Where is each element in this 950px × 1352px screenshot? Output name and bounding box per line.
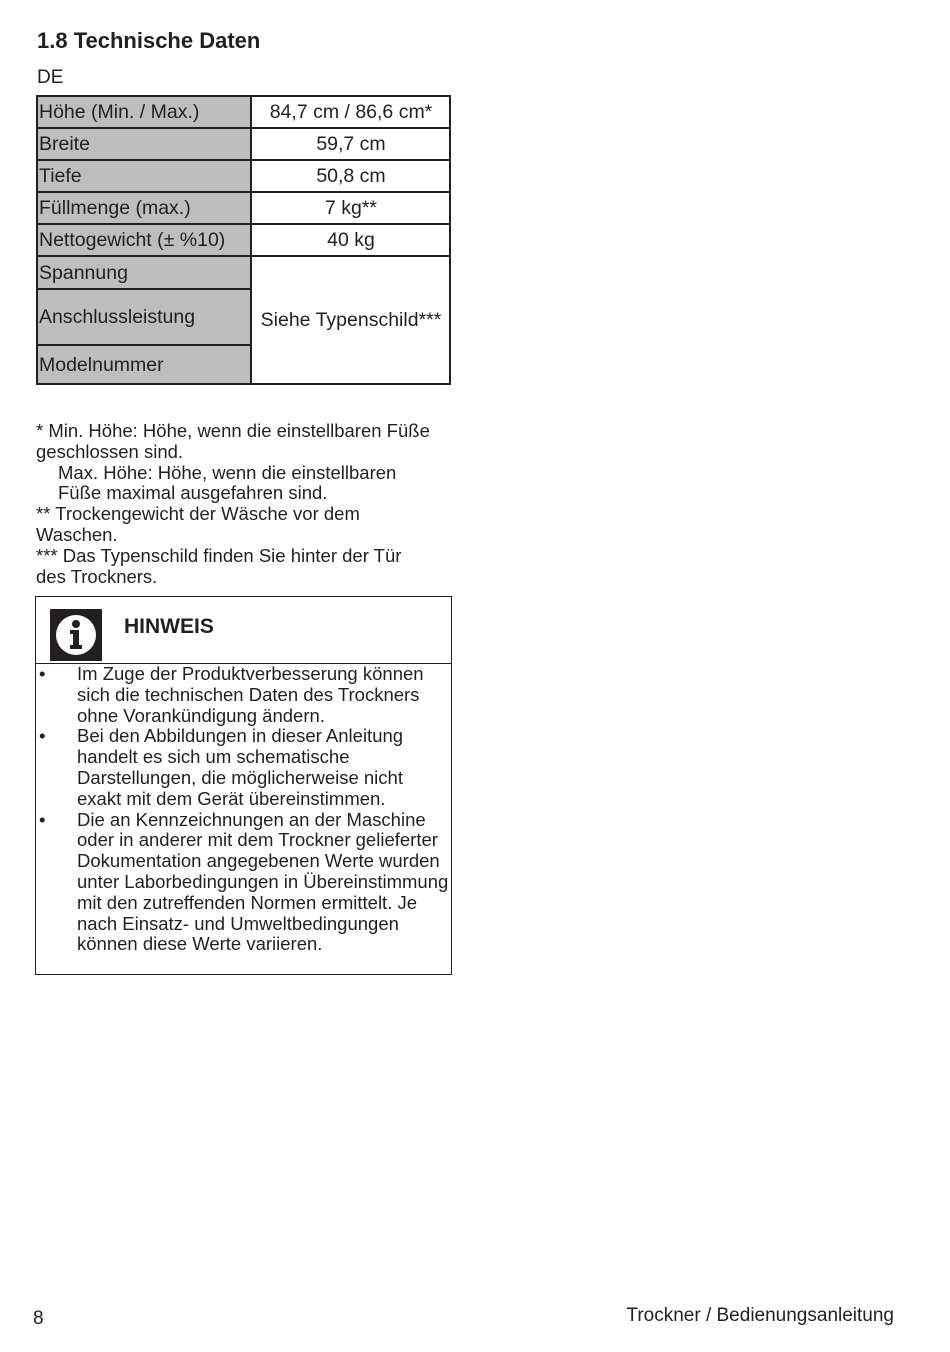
bullet-icon: •: [39, 663, 46, 684]
footnote: * Min. Höhe: Höhe, wenn die einstellbaren Füße geschlossen sind.: [36, 420, 430, 462]
list-item: [36, 810, 451, 956]
spec-value-merged: Siehe Typenschild***: [251, 256, 450, 384]
list-item: [36, 664, 451, 726]
spec-value: 40 kg: [251, 224, 450, 256]
footnote: Max. Höhe: Höhe, wenn die einstellbaren Füße maximal ausgefahren sind.: [58, 461, 397, 504]
footer-title: Trockner / Bedienungsanleitung: [626, 1305, 894, 1326]
page-number: 8: [33, 1308, 44, 1329]
spec-value: 84,7 cm / 86,6 cm*: [251, 96, 450, 128]
notice-list: [36, 664, 451, 955]
footnote: ** Trockengewicht der Wäsche vor dem Waschen.: [36, 503, 360, 545]
bullet-icon: •: [39, 725, 46, 747]
spec-label: Modelnummer: [37, 345, 251, 384]
footnote: *** Das Typenschild finden Sie hinter der Tür des Trockners.: [36, 544, 402, 587]
table-row: [37, 256, 450, 289]
info-icon: [50, 609, 102, 661]
footnotes: [36, 421, 436, 587]
table-row: [37, 224, 450, 256]
spec-label: Füllmenge (max.): [37, 192, 251, 224]
technical-data-table: [36, 95, 451, 385]
notice-box: [35, 596, 452, 975]
spec-label: Spannung: [37, 256, 251, 289]
table-row: [37, 160, 450, 192]
list-item-text: Im Zuge der Produktverbesserung können sich die technischen Daten des Trockners ohne Vorankündigung ändern.: [77, 663, 424, 726]
bullet-icon: •: [39, 808, 46, 830]
section-heading: 1.8 Technische Daten: [37, 28, 261, 53]
list-item-text: Die an Kennzeichnungen an der Maschine oder in anderer mit dem Trockner gelieferter Dokumentation angegebenen Werte wurden unter Laborbedingungen in Übereinstimmung mit den zutreffenden Normen ermittelt. Je nach Einsatz- und Umweltbedingungen können diese Werte variieren.: [77, 808, 449, 955]
list-item-text: Bei den Abbildungen in dieser Anleitung handelt es sich um schematische Darstellungen, die möglicherweise nicht exakt mit dem Gerät übereinstimmen.: [77, 725, 404, 809]
spec-label: Nettogewicht (± %10): [37, 224, 251, 256]
notice-title: HINWEIS: [124, 615, 214, 638]
list-item: [36, 726, 451, 809]
table-row: [37, 96, 450, 128]
table-row: [37, 128, 450, 160]
spec-value: 59,7 cm: [251, 128, 450, 160]
spec-label: Breite: [37, 128, 251, 160]
language-code: DE: [37, 67, 64, 88]
table-row: [37, 192, 450, 224]
spec-value: 50,8 cm: [251, 160, 450, 192]
notice-header: [36, 597, 451, 664]
spec-value: 7 kg**: [251, 192, 450, 224]
spec-label: Höhe (Min. / Max.): [37, 96, 251, 128]
spec-label: Anschlussleistung: [37, 289, 251, 345]
spec-label: Tiefe: [37, 160, 251, 192]
